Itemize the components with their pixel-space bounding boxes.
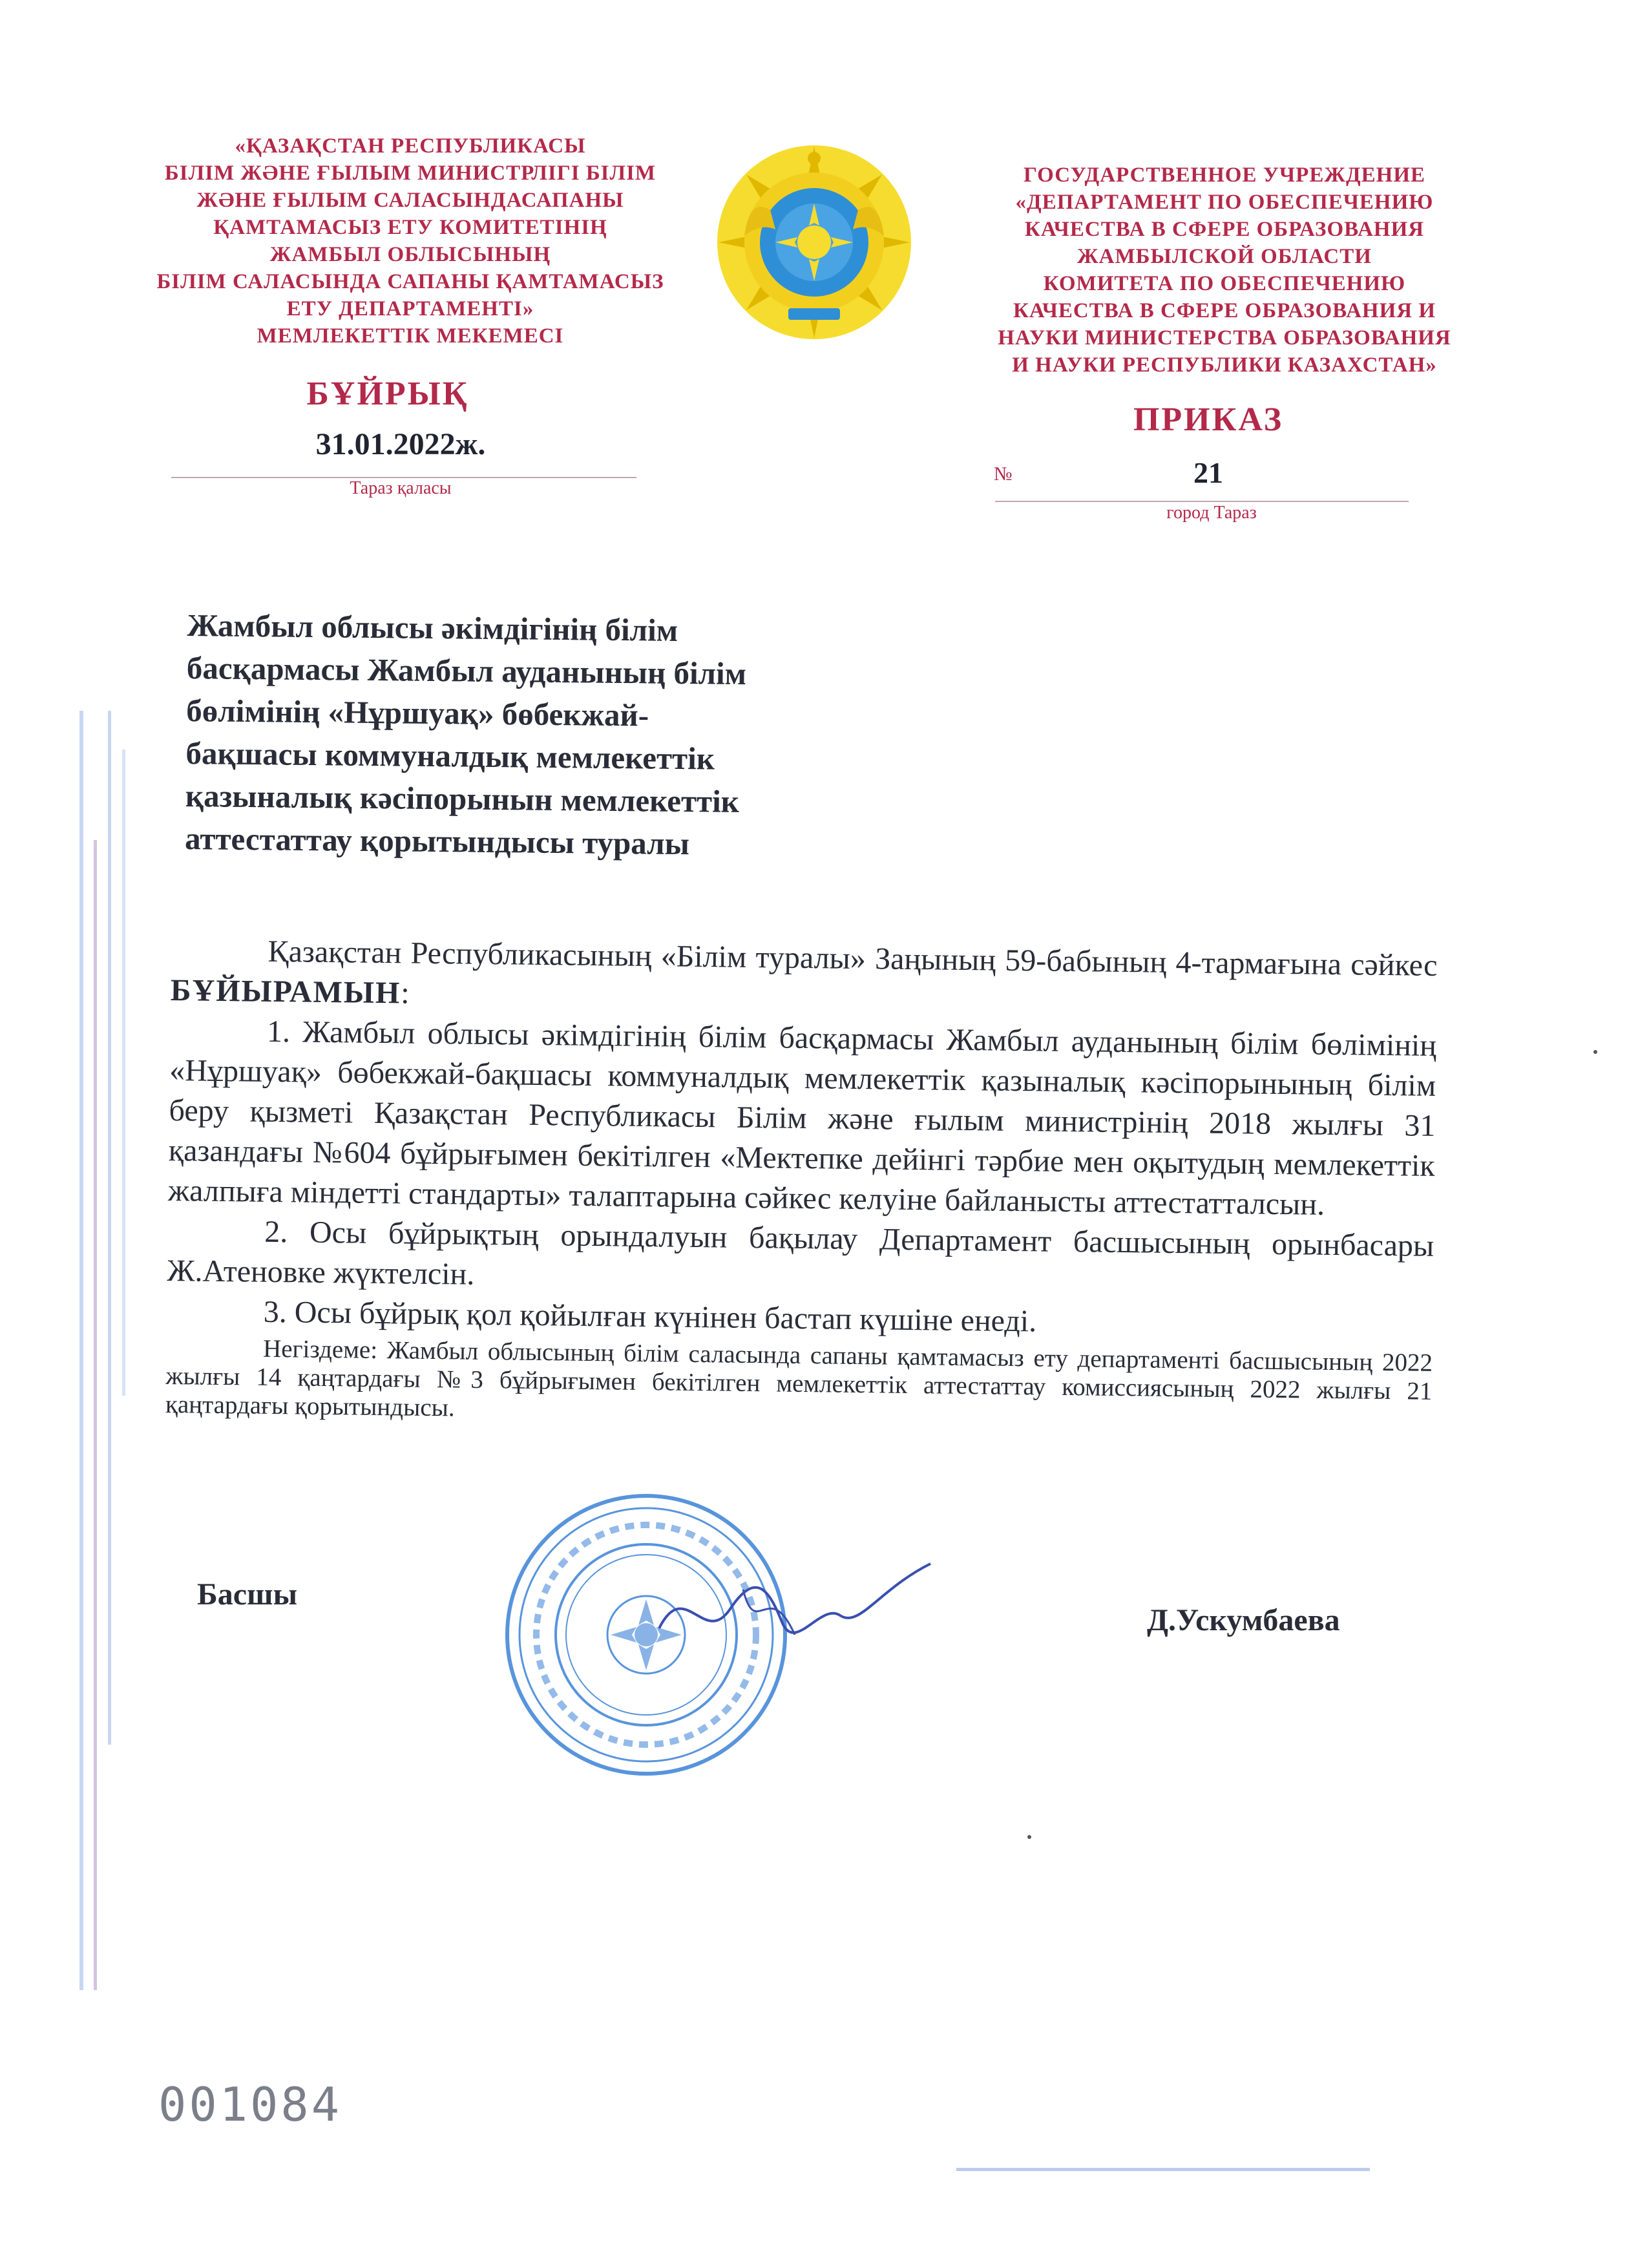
header-kz-line: «ҚАЗАҚСТАН РЕСПУБЛИКАСЫ (235, 134, 586, 158)
header-kz-line: ЖАМБЫЛ ОБЛЫСЫНЫҢ (269, 243, 551, 266)
divider (995, 501, 1409, 502)
header-ru-line: КОМИТЕТА ПО ОБЕСПЕЧЕНИЮ (1043, 272, 1406, 295)
order-number: 21 (1193, 456, 1223, 489)
intro-end: : (401, 976, 410, 1011)
subject-line: басқармасы Жамбыл ауданының білім (186, 649, 747, 692)
header-kz-line: ҚАМТАМАСЫЗ ЕТУ КОМИТЕТІНІҢ (213, 216, 607, 239)
header-ru-line: КАЧЕСТВА В СФЕРЕ ОБРАЗОВАНИЯ И (1013, 299, 1436, 322)
order-item-3: 3. Осы бұйрық қол қойылған күнінен бастап күшіне енеді. (263, 1294, 1037, 1339)
header-ru-line: КАЧЕСТВА В СФЕРЕ ОБРАЗОВАНИЯ (1024, 218, 1425, 241)
header-kz-line: ЖӘНЕ ҒЫЛЫМ САЛАСЫНДАСАПАНЫ (196, 189, 624, 212)
signer-role: Басшы (197, 1577, 298, 1612)
signer-name: Д.Ускумбаева (1147, 1603, 1340, 1637)
security-strip (74, 711, 139, 1990)
order-date: 31.01.2022ж. (315, 427, 486, 461)
order-title-kz: БҰЙРЫҚ (306, 375, 469, 412)
order-item-2: 2. Осы бұйрықтың орындалуын бақылау Департамент басшысының орынбасары Ж.Атеновке жүктелсін. (167, 1214, 1434, 1292)
state-emblem-icon (711, 139, 918, 346)
header-kz-line: ЕТУ ДЕПАРТАМЕНТІ» (286, 297, 534, 320)
header-ru-line: ГОСУДАРСТВЕННОЕ УЧРЕЖДЕНИЕ (1023, 163, 1426, 187)
header-ru-line: НАУКИ МИНИСТЕРСТВА ОБРАЗОВАНИЯ (998, 326, 1451, 350)
subject-line: бөлімінің «Нұршуақ» бөбекжай- (185, 692, 649, 733)
header-ru (943, 162, 1506, 379)
city-label-kz: Тараз қаласы (350, 478, 452, 498)
header-kz-line: МЕМЛЕКЕТТІК МЕКЕМЕСІ (257, 324, 564, 348)
intro-text: Қазақстан Республикасының «Білім туралы» Заңының 59-бабының 4-тармағына сәйкес (268, 934, 1438, 983)
header-ru-line: И НАУКИ РЕСПУБЛИКИ КАЗАХСТАН» (1012, 353, 1437, 377)
order-title-ru: ПРИКАЗ (1133, 401, 1284, 438)
order-body (165, 930, 1438, 1434)
subject-line: қазыналық кәсіпорынын мемлекеттік (185, 777, 740, 819)
serial-number: 001084 (158, 2077, 342, 2132)
header-ru-line: ЖАМБЫЛСКОЙ ОБЛАСТИ (1077, 245, 1372, 268)
order-word: БҰЙЫРАМЫН (170, 972, 401, 1011)
intro-paragraph (170, 930, 1437, 1026)
handwritten-signature (646, 1551, 943, 1667)
header-kz-line: БІЛІМ ЖӘНЕ ҒЫЛЫМ МИНИСТРЛІГІ БІЛІМ (164, 162, 656, 185)
number-sign: № (994, 463, 1013, 485)
header-ru-line: «ДЕПАРТАМЕНТ ПО ОБЕСПЕЧЕНИЮ (1015, 191, 1434, 214)
city-label-ru: город Тараз (1166, 503, 1257, 523)
scan-speck (1027, 1835, 1031, 1839)
order-subject (185, 604, 872, 867)
subject-line: бақшасы коммуналдық мемлекеттік (185, 735, 715, 777)
header-kz-line: БІЛІМ САЛАСЫНДА САПАНЫ ҚАМТАМАСЫЗ (156, 270, 664, 293)
subject-line: Жамбыл облысы әкімдігінің білім (187, 607, 678, 648)
subject-line: аттестаттау қорытындысы туралы (184, 820, 690, 862)
basis-note: Негіздеме: Жамбыл облысының білім саласында сапаны қамтамасыз ету департаменті басшысының 2022 жылғы 14 қаңтардағы №3 бұйрығымен бекітілген мемлекеттік аттестаттау комиссиясының 2022 жылғы 21 қаңтардағы қорытындысы. (165, 1334, 1433, 1422)
printer-imprint (956, 2166, 1370, 2174)
scan-speck (1593, 1050, 1597, 1054)
order-item-1: 1. Жамбыл облысы әкімдігінің білім басқармасы Жамбыл ауданының білім бөлімінің «Нұршуақ» бөбекжай-бақшасы коммуналдық мемлекеттік қазыналық кәсіпорынының білім беру қызметі Қазақстан Республикасы Білім және ғылым министрінің 2018 жылғы 31 қазандағы №604 бұйрығымен бекітілген «Мектепке дейінгі тәрбие мен оқытудың мемлекеттік жалпыға міндетті стандарты» талаптарына сәйкес келуіне байланысты аттестатталсын. (167, 1014, 1437, 1222)
header-kz (129, 132, 691, 350)
